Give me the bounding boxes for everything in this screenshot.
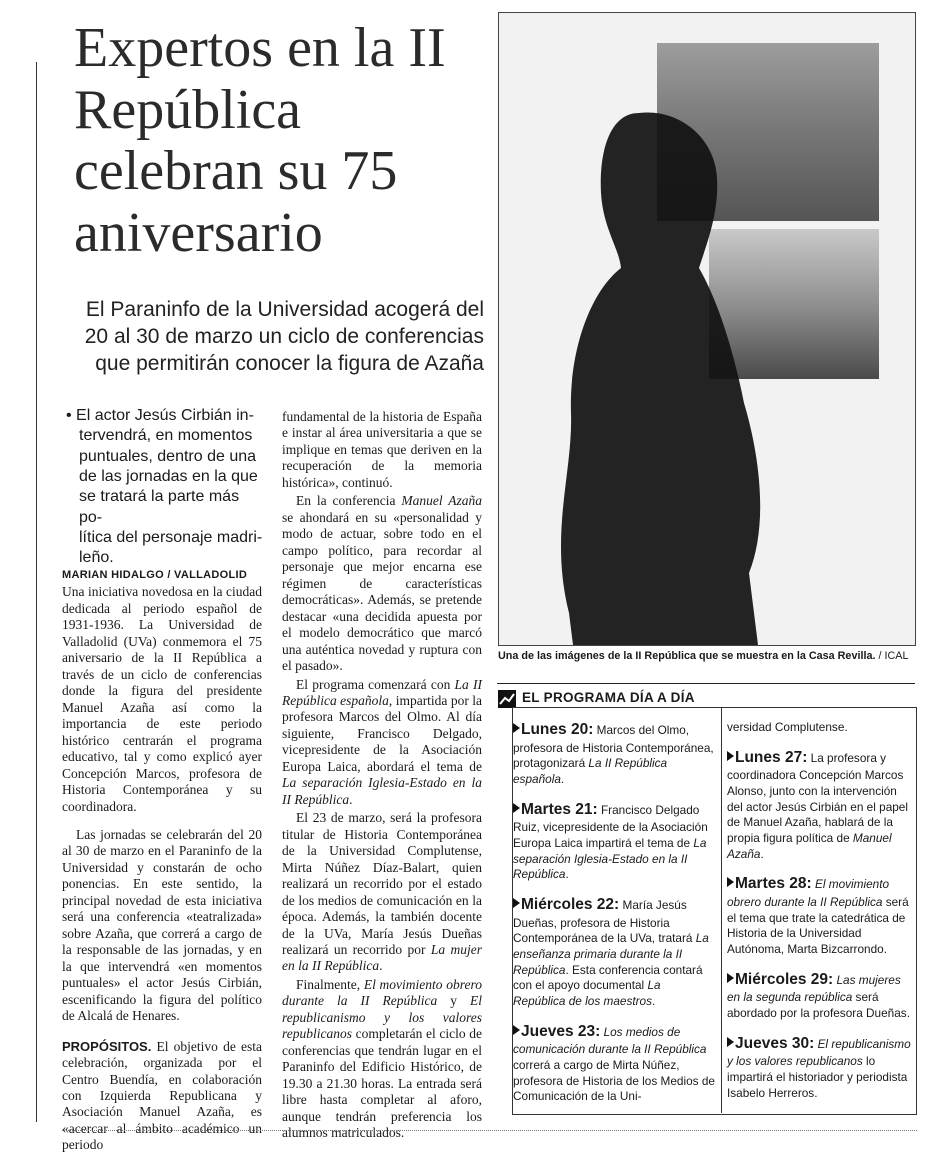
subtitle: El Paraninfo de la Universidad acogerá del 20 al 30 de marzo un ciclo de conferencias que permitirán conocer la figura de Azaña <box>84 298 484 375</box>
summary-line: de las jornadas en la que <box>79 467 258 485</box>
text: será el tema que trate la catedrática de Historia de la Universidad Autónoma, Marta Bizcarrondo. <box>727 895 909 957</box>
program-day: Lunes 20: <box>521 721 594 738</box>
text: y <box>437 993 470 1009</box>
paragraph: Una iniciativa novedosa en la ciudad dedicada al periodo español de 1931-1936. La Universidad de Valladolid (UVa) conmemora el 75 aniversario de la II República a través de un ciclo de conferencias donde la figura del presidente Manuel Azaña así como la importancia de este periodo histórico centrarán el programa educativo, tal y como explicó ayer Concepción Marcos, profesora de Historia Contemporánea y su coordinadora. <box>62 584 262 814</box>
program-entry <box>727 748 911 863</box>
program-day: Martes 28: <box>735 875 812 893</box>
paragraph <box>282 810 482 975</box>
text: María Jesús Dueñas, profesora de Historia Contemporánea de la UVa, tratará <box>513 898 696 946</box>
text: Francisco Delgado Ruiz, vicepresidente de la Asociación Europa Laica impartirá el tema de <box>513 802 708 850</box>
summary-line: • El actor Jesús Cirbián in- <box>66 407 254 424</box>
text: Marcos del Olmo, profesora de Historia Contemporánea, protagonizará <box>513 723 714 771</box>
program-title: EL PROGRAMA DÍA A DÍA <box>522 690 695 705</box>
arrow-icon <box>727 973 734 983</box>
lecture-title: La separación Iglesia-Estado en la II República <box>282 775 482 807</box>
program-continuation: versidad Complutense. <box>727 720 848 734</box>
lecture-title: El movimiento obrero durante la II República <box>282 976 482 1009</box>
lecture-title: La mujer en la II República <box>282 942 482 974</box>
lecture-title: El republicanismo y los valores republicanos <box>727 1036 911 1069</box>
program-entry <box>513 895 716 1010</box>
summary-line: lítica del personaje madri- <box>79 528 263 546</box>
lecture-title: Manuel Azaña <box>727 831 892 861</box>
arrow-icon <box>513 723 520 733</box>
arrow-icon <box>513 803 520 813</box>
summary-line: se tratará la parte más po- <box>79 488 240 526</box>
paragraph-text: El objetivo de esta celebración, organizada por el Centro Buendía, en colaboración con Izquierda Republicana y Asociación Manuel Azaña, es «acercar al ámbito académico un periodo <box>62 1038 262 1153</box>
text: lo impartirá el historiador y periodista Isabelo Herreros. <box>727 1054 908 1100</box>
arrow-icon <box>513 1025 520 1035</box>
summary <box>66 406 266 569</box>
lecture-title: La II República española <box>282 676 483 708</box>
summary-line: puntuales, dentro de una <box>79 447 257 465</box>
lecture-title: La enseñanza primaria durante la II República <box>513 931 709 977</box>
program-day: Miércoles 22: <box>521 896 620 914</box>
byline: MARIAN HIDALGO / VALLADOLID <box>62 569 248 581</box>
program-entry <box>513 720 716 788</box>
photo-credit: / ICAL <box>875 650 909 662</box>
summary-line: tervendrá, en momentos <box>79 427 253 445</box>
lecture-title: El movimiento obrero durante la II República <box>727 877 890 910</box>
arrow-icon <box>727 1037 734 1047</box>
paragraph: Las jornadas se celebrarán del 20 al 30 de marzo en el Paraninfo de la Universidad y constarán de ocho ponencias. En este sentido, la principal novedad de esta iniciativa será una conferencia «teatralizada» sobre Azaña, que correrá a cargo de la responsable de las jornadas, y en la que intervendrá «en momentos puntuales» el actor Jesús Cirbián, escenificando la figura del político de Alcalá de Henares. <box>62 826 262 1024</box>
visitor-silhouette <box>529 53 779 646</box>
text: . <box>652 994 656 1009</box>
text: completarán el ciclo de conferencias que tendrán lugar en el Paraninfo del Edificio Histórico, de 19.30 a 21.30 horas. La entrada será libre hasta completar al aforo, aunque tendrán preferencia los alumnos matriculados. <box>282 1026 482 1141</box>
text: La profesora y coordinadora Concepción Marcos Alonso, junto con la intervención del actor Jesús Cirbián en el papel de Manuel Azaña, hablará de la propia figura política de <box>727 750 908 846</box>
arrow-icon <box>513 898 520 908</box>
summary-line: leño. <box>79 549 114 567</box>
article-column-2 <box>282 409 482 1142</box>
trend-icon <box>498 690 516 708</box>
text: Finalmente, <box>296 976 364 992</box>
lecture-title: Las mujeres en la segunda república <box>727 972 901 1005</box>
program-left-column <box>513 720 716 1105</box>
lecture-title: La separación Iglesia-Estado en la II República <box>513 835 707 882</box>
text: . <box>760 846 764 861</box>
paragraph: fundamental de la historia de España e instar al área universitaria a que se implique en temas que deriven en la recuperación de la memoria histórica», continuó. <box>282 409 482 490</box>
arrow-icon <box>727 751 734 761</box>
text: . <box>349 791 353 807</box>
lecture-title: Manuel Azaña <box>401 493 482 509</box>
lecture-title: Los medios de comunicación durante la II República <box>513 1024 707 1057</box>
lecture-title: El republicanismo y los valores republicanos <box>282 993 482 1042</box>
program-entry <box>513 800 716 883</box>
text: . <box>560 771 565 786</box>
photo-caption <box>498 650 938 662</box>
headline: Expertos en la II República celebran su 75 aniversario <box>74 17 446 264</box>
text: se ahondará en su «personalidad y modo de actuar, sobre todo en el campo político, para recordar al personaje que mejor encarna ese régimen de características democráticas». Además, se pretende destacar «una decidida apuesta por el modelo democrático que marcó una auténtica novedad y ruptura con el pasado». <box>282 509 482 674</box>
paragraph <box>282 493 482 674</box>
text: correrá a cargo de Mirta Núñez, profesora de Historia de los Medios de Comunicación de la Uni- <box>513 1058 715 1104</box>
lecture-title: La República de los maestros <box>513 978 661 1009</box>
program-day: Jueves 23: <box>521 1022 601 1040</box>
program-entry <box>727 970 911 1022</box>
text: En la conferencia <box>296 493 402 509</box>
paragraph <box>62 1039 262 1154</box>
text: . Esta conferencia contará con el apoyo documental <box>513 962 703 993</box>
arrow-icon <box>727 877 734 887</box>
program-divider <box>721 707 722 1113</box>
program-entry <box>727 874 911 957</box>
program-entry <box>513 1022 716 1105</box>
text: El programa comenzará con <box>296 676 455 692</box>
program-day: Miércoles 29: <box>735 970 834 988</box>
program-day: Lunes 27: <box>735 748 808 766</box>
section-kicker: PROPÓSITOS. <box>62 1038 152 1054</box>
paragraph <box>282 977 482 1142</box>
text: . <box>379 958 383 974</box>
lecture-title: La II República española <box>513 756 668 786</box>
text: . <box>565 867 569 882</box>
text: El 23 de marzo, será la profesora titular de Historia Contemporánea de la Universidad Complutense, Mirta Núñez Díaz-Balart, quien realizará un recorrido por el estado de los medios de comunicación en la época. Además, la también docente de la UVa, María Jesús Dueñas realizará un recorrido por <box>282 810 482 957</box>
bottom-rule <box>62 1130 917 1132</box>
article-column-1 <box>62 569 262 1154</box>
text: , impartida por la profesora Marcos del Olmo. Al día siguiente, Francisco Delgado, vicepresidente de la Asociación Europa Laica, abordará el tema de <box>282 692 482 774</box>
caption-text: Una de las imágenes de la II República que se muestra en la Casa Revilla. <box>498 650 876 662</box>
paragraph <box>282 677 482 809</box>
photo <box>498 12 916 646</box>
program-rule <box>497 683 915 684</box>
program-right-column <box>727 720 911 1101</box>
margin-rule <box>36 62 37 1122</box>
program-day: Martes 21: <box>521 800 598 818</box>
program-day: Jueves 30: <box>735 1034 815 1052</box>
program-entry <box>727 1034 911 1102</box>
text: será abordado por la profesora Dueñas. <box>727 990 910 1021</box>
